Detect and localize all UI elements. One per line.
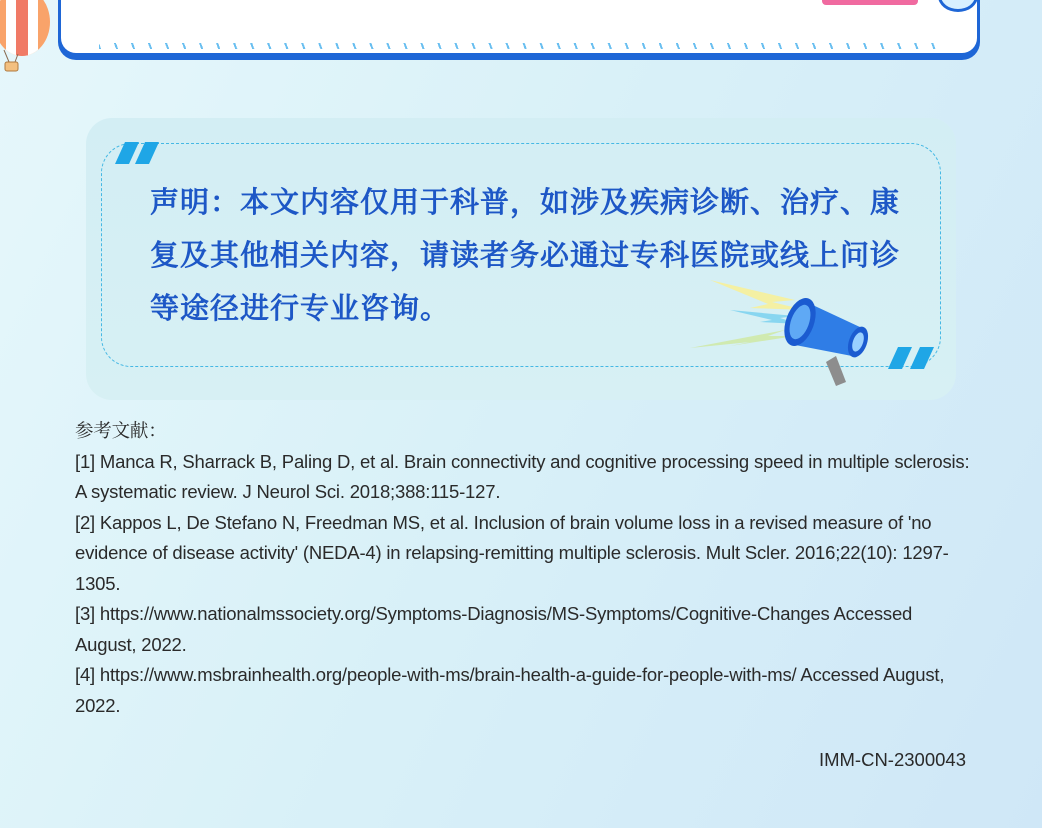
quote-close-icon (886, 345, 938, 371)
document-code: IMM-CN-2300043 (818, 749, 966, 770)
disclaimer-text: 声明：本文内容仅用于科普，如涉及疾病诊断、治疗、康复及其他相关内容，请读者务必通过专科医院或线上问诊等途径进行专业咨询。 (150, 185, 901, 325)
balloon-icon (0, 0, 62, 85)
reference-item: [1] Manca R, Sharrack B, Paling D, et al. Brain connectivity and cognitive processing speed in multiple sclerosis: A systematic review. J Neurol Sci. 2018;388:115-127. (75, 450, 970, 502)
quote-open-icon (113, 140, 161, 166)
megaphone-icon (690, 270, 880, 390)
top-card (58, 0, 980, 56)
references-heading: 参考文献： (75, 420, 167, 441)
reference-item: [4] https://www.msbrainhealth.org/people-with-ms/brain-health-a-guide-for-people-with-ms/ Accessed August, 2022. (75, 664, 945, 716)
reference-item: [3] https://www.nationalmssociety.org/Symptoms-Diagnosis/MS-Symptoms/Cognitive-Changes Accessed August, 2022. (75, 603, 913, 655)
reference-item: [2] Kappos L, De Stefano N, Freedman MS, et al. Inclusion of brain volume loss in a revised measure of 'no evidence of disease activity' (NEDA-4) in relapsing-remitting multiple sclerosis. Mult Scler. 2016;22(10): 1297-1305. (75, 511, 949, 594)
references (75, 416, 975, 721)
card-tick-border (99, 43, 939, 49)
pink-tab (822, 0, 918, 5)
